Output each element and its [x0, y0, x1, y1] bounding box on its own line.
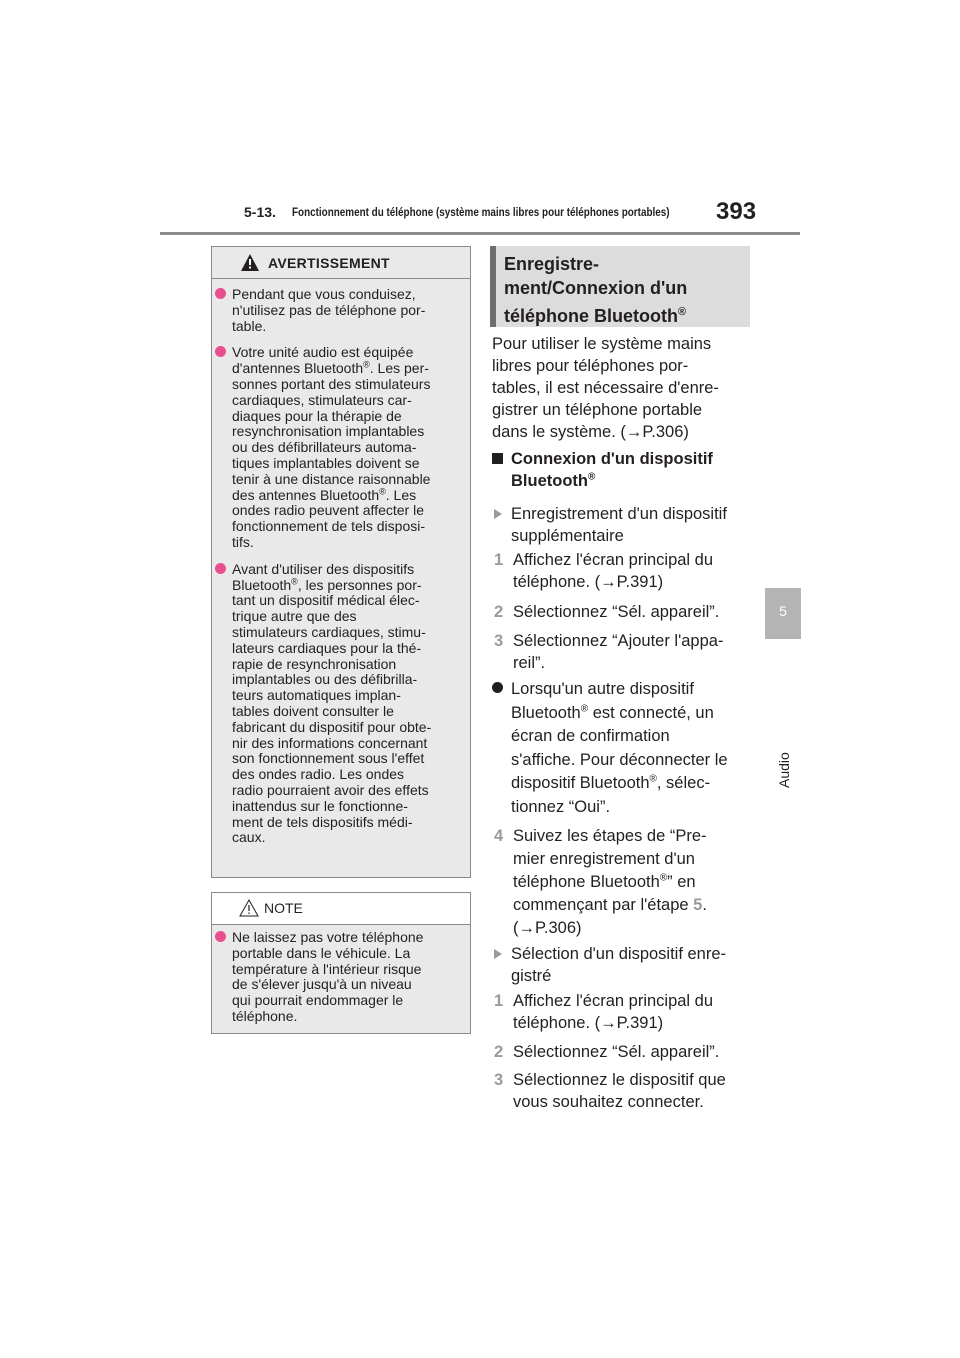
triangle-bullet-icon	[494, 509, 502, 519]
arrow-icon: →	[600, 573, 617, 591]
procedure-heading: Sélection d'un dispositif enre- gistré	[494, 943, 764, 987]
page-number: 393	[716, 198, 757, 225]
procedure-heading: Enregistrement d'un dispositif supplémentaire	[494, 503, 764, 547]
bullet-icon	[215, 288, 226, 299]
warning-box	[211, 246, 471, 878]
warning-item: Votre unité audio est équipée d'antennes Bluetooth®. Les per- sonnes portant des stimulateurs cardiaques, stimulateurs car- diaques pour la thérapie de resynchronisation implantables ou des défibrillateurs automa- tiques implantables doivent se tenir à une distance raisonnable des antennes Bluetooth®. Les ondes radio peuvent affecter le fonctionnement de tels disposi- tifs.	[212, 345, 462, 550]
section-heading: Enregistre- ment/Connexion d'un téléphone Bluetooth®	[504, 254, 688, 326]
warning-triangle-icon	[241, 254, 259, 271]
chapter-tab-number: 5	[779, 603, 787, 619]
note-title: NOTE	[264, 900, 303, 916]
warning-item: Pendant que vous conduisez, n'utilisez pas de téléphone por- table.	[212, 287, 462, 334]
arrow-icon: →	[600, 1014, 617, 1032]
bullet-icon	[215, 563, 226, 574]
step-1: 1 Affichez l'écran principal du téléphone. (→P.391)	[494, 551, 714, 591]
step-2: 2 Sélectionnez “Sél. appareil”.	[494, 1043, 720, 1061]
bullet-icon	[215, 346, 226, 357]
note-item: Ne laissez pas votre téléphone portable dans le véhicule. La température à l'intérieur risque de s'élever jusqu'à un niveau qui pourrait endommager le téléphone.	[212, 930, 462, 1025]
step-3: 3 Sélectionnez “Ajouter l'appa- reil”.	[494, 632, 724, 672]
bullet-icon	[215, 931, 226, 942]
step-3: 3 Sélectionnez le dispositif que vous souhaitez connecter.	[494, 1071, 726, 1111]
warning-item: Avant d'utiliser des dispositifs Bluetooth®, les personnes por- tant un dispositif médical élec- trique autre que des stimulateurs cardiaques, stimu- lateurs cardiaques pour la thé- rapie de resynchronisation implantables ou des défibrilla- teurs automatiques implan- tables doivent consulter le fabricant du dispositif pour obte- nir des informations concernant son fonctionnement sous l'effet des ondes radio. Les ondes radio pourraient avoir des effets inattendus sur le fonctionne- ment de tels dispositifs médi- caux.	[212, 562, 462, 846]
warning-title: AVERTISSEMENT	[268, 255, 390, 271]
chapter-title: Fonctionnement du téléphone (système mains libres pour téléphones portables)	[292, 207, 670, 219]
intro-paragraph: Pour utiliser le système mains libres pour téléphones por- tables, il est nécessaire d'enre- gistrer un téléphone portable dans le système. (→P.306)	[492, 335, 719, 441]
note-triangle-icon	[239, 899, 259, 917]
warning-header	[212, 247, 470, 279]
note-box	[211, 892, 471, 1034]
section-heading-bar	[490, 246, 496, 327]
bullet-icon	[492, 682, 503, 693]
step-1: 1 Affichez l'écran principal du téléphone. (→P.391)	[494, 992, 714, 1032]
step-2: 2 Sélectionnez “Sél. appareil”.	[494, 603, 720, 621]
subheading: Connexion d'un dispositif Bluetooth®	[492, 448, 762, 492]
bluetooth-note: Lorsqu'un autre dispositif Bluetooth® est connecté, un écran de confirmation s'affiche. Pour déconnecter le dispositif Bluetooth®, sélec- tionnez “Oui”.	[492, 678, 762, 819]
note-header	[212, 893, 470, 925]
triangle-bullet-icon	[494, 949, 502, 959]
step-4: 4 Suivez les étapes de “Pre- mier enregistrement d'un téléphone Bluetooth®” en commençant par l'étape 5. (→P.306)	[494, 827, 707, 937]
arrow-icon: →	[518, 919, 535, 937]
section-number: 5-13.	[244, 204, 276, 220]
arrow-icon: →	[625, 423, 643, 441]
square-bullet-icon	[492, 453, 503, 464]
chapter-tab-label: Audio	[776, 752, 792, 788]
header-rule	[160, 232, 800, 235]
